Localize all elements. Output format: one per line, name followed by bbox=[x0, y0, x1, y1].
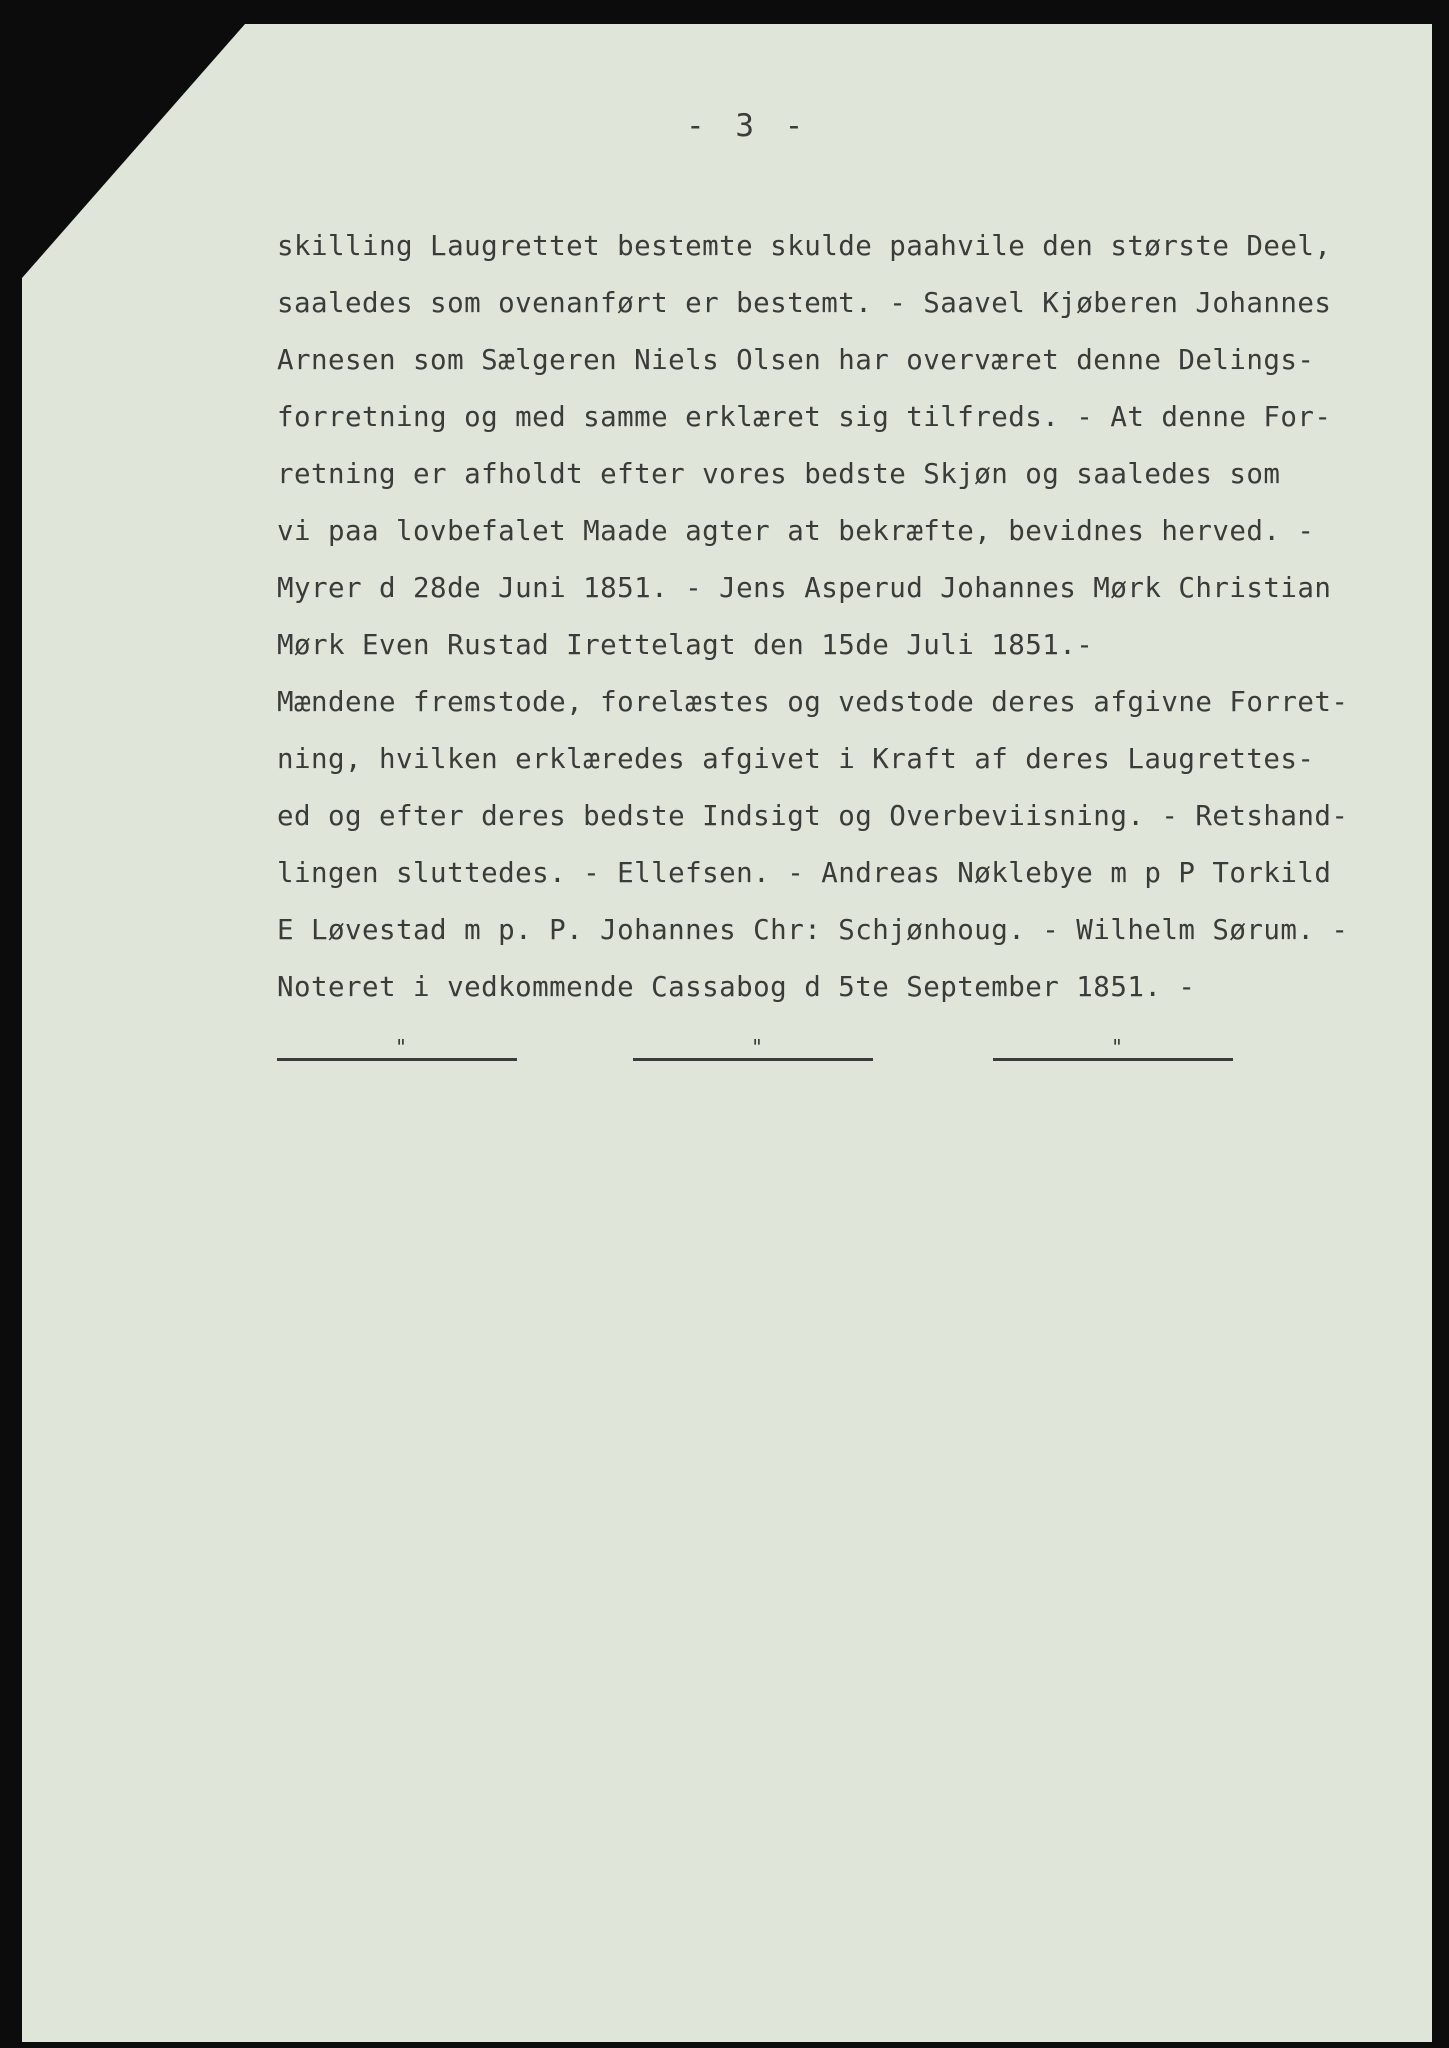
separator-rule bbox=[993, 1036, 1233, 1066]
text-line: Myrer d 28de Juni 1851. - Jens Asperud Johannes Mørk Christian bbox=[277, 572, 1332, 604]
text-line: lingen sluttedes. - Ellefsen. - Andreas Nøklebye m p P Torkild bbox=[277, 857, 1332, 889]
text-line: Noteret i vedkommende Cassabog d 5te September 1851. - bbox=[277, 971, 1196, 1003]
text-line: Mændene fremstode, forelæstes og vedstode deres afgivne Forret- bbox=[277, 686, 1349, 718]
text-line: skilling Laugrettet bestemte skulde paahvile den største Deel, bbox=[277, 230, 1332, 262]
text-line: retning er afholdt efter vores bedste Skjøn og saaledes som bbox=[277, 458, 1281, 490]
body-text bbox=[277, 218, 1407, 1016]
text-line: vi paa lovbefalet Maade agter at bekræfte, bevidnes herved. - bbox=[277, 515, 1315, 547]
page-number: - 3 - bbox=[686, 108, 810, 144]
text-line: Mørk Even Rustad Irettelagt den 15de Juli 1851.- bbox=[277, 629, 1094, 661]
ditto-mark: " bbox=[1111, 1035, 1124, 1059]
separator-rule bbox=[277, 1036, 517, 1066]
separator-rule bbox=[633, 1036, 873, 1066]
ditto-mark: " bbox=[751, 1035, 764, 1059]
text-line: saaledes som ovenanført er bestemt. - Saavel Kjøberen Johannes bbox=[277, 287, 1332, 319]
text-line: Arnesen som Sælgeren Niels Olsen har overværet denne Delings- bbox=[277, 344, 1315, 376]
text-line: ed og efter deres bedste Indsigt og Overbeviisning. - Retshand- bbox=[277, 800, 1349, 832]
ditto-mark: " bbox=[395, 1035, 408, 1059]
text-line: E Løvestad m p. P. Johannes Chr: Schjønhoug. - Wilhelm Sørum. - bbox=[277, 914, 1349, 946]
text-line: ning, hvilken erklæredes afgivet i Kraft af deres Laugrettes- bbox=[277, 743, 1315, 775]
text-line: forretning og med samme erklæret sig tilfreds. - At denne For- bbox=[277, 401, 1332, 433]
